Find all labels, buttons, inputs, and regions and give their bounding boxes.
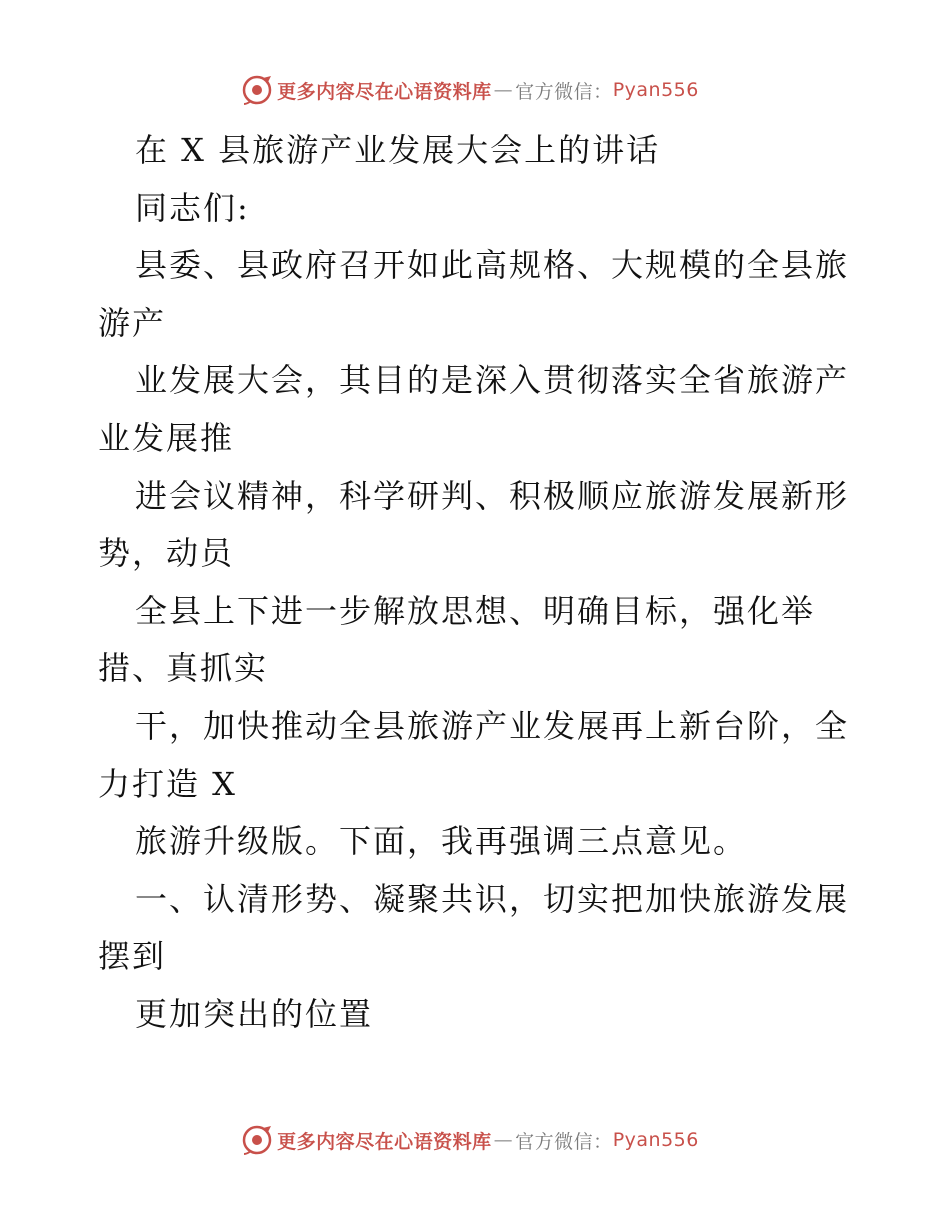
text-line: 一、认清形势、凝聚共识，切实把加快旅游发展 <box>135 879 850 918</box>
text-line: 力打造 X <box>98 764 237 803</box>
watermark-id: Pyan556 <box>612 1129 699 1151</box>
watermark-label: 官方微信： <box>515 80 613 103</box>
text-line: 干，加快推动全县旅游产业发展再上新台阶，全 <box>135 706 850 745</box>
watermark-main-text: 更多内容尽在心语资料库 <box>277 1130 492 1153</box>
text-line: 业发展大会，其目的是深入贯彻落实全省旅游产 <box>135 361 850 400</box>
watermark-main-text: 更多内容尽在心语资料库 <box>277 80 492 103</box>
text-line: 进会议精神，科学研判、积极顺应旅游发展新形 <box>135 476 850 515</box>
watermark-label: 官方微信： <box>515 1130 613 1153</box>
text-line: 同志们: <box>135 188 250 227</box>
text-line: 措、真抓实 <box>98 649 269 688</box>
text-line: 更加突出的位置 <box>135 994 374 1033</box>
text-line: 县委、县政府召开如此高规格、大规模的全县旅 <box>135 246 850 285</box>
watermark-dash: — <box>493 79 514 101</box>
text-line: 旅游升级版。下面，我再强调三点意见。 <box>135 822 748 861</box>
watermark-id: Pyan556 <box>612 79 699 101</box>
header-watermark <box>0 70 950 110</box>
quill-logo-icon <box>241 74 273 106</box>
footer-watermark <box>0 1120 950 1160</box>
text-line: 摆到 <box>98 937 167 976</box>
watermark-dash: — <box>493 1129 514 1151</box>
text-line: 全县上下进一步解放思想、明确目标，强化举 <box>135 591 816 630</box>
text-line: 业发展推 <box>98 418 235 457</box>
text-line: 在 X 县旅游产业发展大会上的讲话 <box>135 131 661 169</box>
document-body <box>98 122 858 1044</box>
quill-logo-icon <box>241 1124 273 1156</box>
text-line: 势，动员 <box>98 534 235 573</box>
text-line: 游产 <box>98 303 167 342</box>
